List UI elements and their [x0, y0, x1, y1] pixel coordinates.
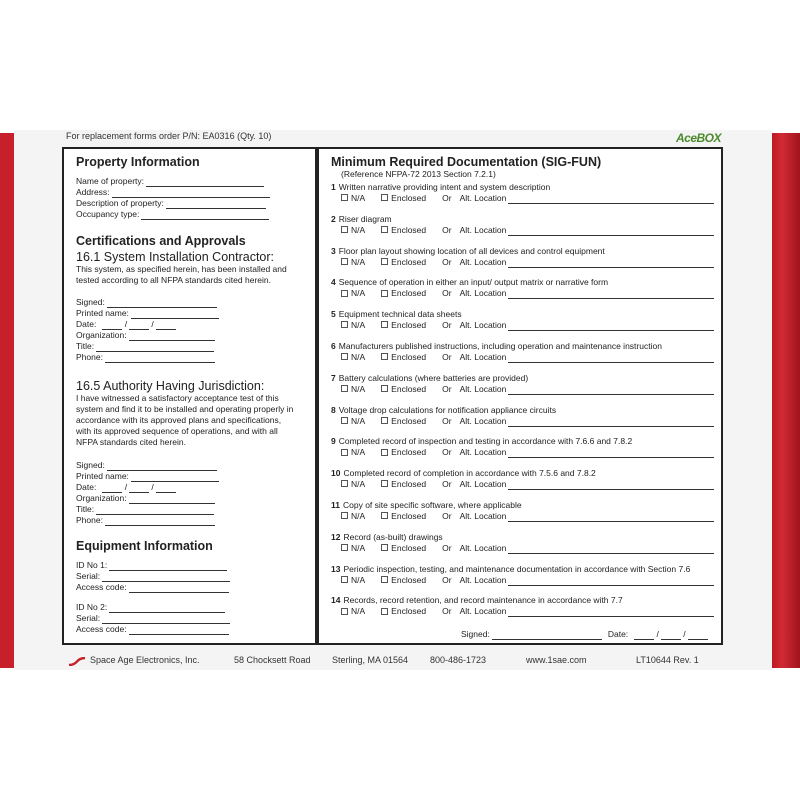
alt-location-label: Alt. Location	[459, 606, 507, 617]
footer-company: Space Age Electronics, Inc.	[90, 655, 200, 665]
acebox-logo: AceBOX	[676, 131, 722, 145]
doc-item-options	[331, 511, 719, 522]
doc-item-options	[331, 193, 719, 204]
na-checkbox[interactable]: N/A	[341, 511, 373, 522]
or-label: Or	[442, 288, 452, 299]
contractor-date[interactable]: Date: / /	[76, 319, 308, 330]
or-label: Or	[442, 542, 452, 553]
doc-item	[331, 532, 719, 554]
alt-location-label: Alt. Location	[459, 193, 507, 203]
doc-item-options	[331, 606, 719, 617]
enclosed-checkbox[interactable]: Enclosed	[381, 193, 434, 204]
doc-item-text: 13 Periodic inspection, testing, and maintenance documentation in accordance with Section 7.6	[331, 563, 691, 574]
doc-item	[331, 182, 719, 204]
contractor-signed[interactable]: Signed:	[76, 297, 308, 308]
doc-item-options	[331, 575, 719, 586]
certifications-title: Certifications and Approvals	[76, 234, 246, 248]
ahj-organization[interactable]: Organization:	[76, 493, 308, 504]
checkbox-icon	[381, 258, 388, 265]
na-checkbox[interactable]: N/A	[341, 575, 373, 586]
doc-item-options	[331, 288, 719, 299]
checkbox-icon	[381, 353, 388, 360]
or-label: Or	[442, 383, 452, 394]
checkbox-icon	[341, 353, 348, 360]
contractor-title[interactable]: Title:	[76, 341, 308, 352]
doc-item-text: 10 Completed record of completion in accordance with 7.5.6 and 7.8.2	[331, 468, 596, 479]
doc-item-text: 6 Manufacturers published instructions, including operation and maintenance instruction	[331, 341, 662, 351]
equipment-access1[interactable]: Access code:	[76, 582, 308, 593]
alt-location-field[interactable]	[508, 481, 714, 490]
doc-item-text: 5 Equipment technical data sheets	[331, 309, 462, 320]
alt-location-label: Alt. Location	[459, 352, 507, 362]
alt-location-field[interactable]	[508, 577, 714, 586]
field-address[interactable]: Address:	[76, 187, 308, 198]
or-label: Or	[442, 256, 452, 267]
alt-location-label: Alt. Location	[459, 383, 507, 394]
na-checkbox[interactable]: N/A	[341, 257, 373, 268]
alt-location-field[interactable]	[508, 418, 714, 427]
alt-location-field[interactable]	[508, 386, 714, 395]
checkbox-icon	[341, 417, 348, 424]
or-label: Or	[442, 193, 452, 203]
enclosed-checkbox[interactable]: Enclosed	[381, 479, 434, 490]
enclosed-checkbox[interactable]: Enclosed	[381, 320, 434, 331]
alt-location-label: Alt. Location	[459, 511, 507, 521]
or-label: Or	[442, 574, 452, 585]
red-binder-right	[770, 133, 800, 668]
doc-item-text: 11 Copy of site specific software, where applicable	[331, 500, 522, 510]
alt-location-field[interactable]	[508, 608, 714, 617]
checkbox-icon	[381, 512, 388, 519]
or-label: Or	[442, 352, 452, 362]
alt-location-label: Alt. Location	[459, 256, 507, 267]
na-checkbox[interactable]: N/A	[341, 193, 373, 204]
alt-location-label: Alt. Location	[459, 574, 507, 585]
alt-location-label: Alt. Location	[459, 542, 507, 553]
doc-item-options	[331, 543, 719, 554]
checkbox-icon	[341, 321, 348, 328]
field-description[interactable]: Description of property:	[76, 198, 308, 209]
doc-item-text: 4 Sequence of operation in either an input/ output matrix or narrative form	[331, 277, 609, 288]
checkbox-icon	[341, 449, 348, 456]
enclosed-checkbox[interactable]: Enclosed	[381, 606, 434, 617]
doc-item	[331, 595, 719, 617]
enclosed-checkbox[interactable]: Enclosed	[381, 575, 434, 586]
alt-location-field[interactable]	[508, 354, 714, 363]
documentation-title: Minimum Required Documentation (SIG-FUN)	[331, 155, 602, 169]
na-checkbox[interactable]: N/A	[341, 352, 373, 363]
doc-item-text: 7 Battery calculations (where batteries are provided)	[331, 372, 529, 383]
alt-location-field[interactable]	[508, 195, 714, 204]
property-title: Property Information	[76, 155, 200, 169]
or-label: Or	[442, 511, 452, 521]
alt-location-label: Alt. Location	[459, 320, 507, 331]
enclosed-checkbox[interactable]: Enclosed	[381, 416, 434, 427]
or-label: Or	[442, 224, 452, 235]
doc-item-options	[331, 416, 719, 427]
doc-item-text: 12 Record (as-built) drawings	[331, 531, 443, 542]
alt-location-field[interactable]	[508, 290, 714, 299]
doc-item	[331, 436, 719, 458]
na-checkbox[interactable]: N/A	[341, 606, 373, 617]
alt-location-field[interactable]	[508, 227, 714, 236]
alt-location-label: Alt. Location	[459, 479, 507, 490]
checkbox-icon	[341, 512, 348, 519]
doc-item	[331, 373, 719, 395]
or-label: Or	[442, 320, 452, 331]
checkbox-icon	[381, 449, 388, 456]
doc-item	[331, 246, 719, 268]
doc-item-options	[331, 320, 719, 331]
na-checkbox[interactable]: N/A	[341, 543, 373, 554]
equipment-serial1[interactable]: Serial:	[76, 571, 308, 582]
na-checkbox[interactable]: N/A	[341, 225, 373, 236]
footer-address: 58 Chocksett Road	[234, 655, 311, 665]
doc-item	[331, 500, 719, 522]
column-divider	[315, 147, 319, 645]
checkbox-icon	[381, 385, 388, 392]
alt-location-field[interactable]	[508, 322, 714, 331]
equipment-id2[interactable]: ID No 2:	[76, 602, 308, 613]
space-age-logo-icon	[68, 657, 86, 666]
enclosed-checkbox[interactable]: Enclosed	[381, 384, 434, 395]
doc-item	[331, 214, 719, 236]
or-label: Or	[442, 606, 452, 617]
documentation-reference: (Reference NFPA-72 2013 Section 7.2.1)	[341, 169, 496, 179]
checkbox-icon	[381, 480, 388, 487]
ahj-title[interactable]: Title:	[76, 504, 308, 515]
checkbox-icon	[341, 385, 348, 392]
checkbox-icon	[381, 194, 388, 201]
equipment-id1[interactable]: ID No 1:	[76, 560, 308, 571]
alt-location-field[interactable]	[508, 449, 714, 458]
checkbox-icon	[381, 608, 388, 615]
doc-item	[331, 309, 719, 331]
footer-web: www.1sae.com	[526, 655, 587, 665]
right-column	[331, 155, 719, 639]
alt-location-label: Alt. Location	[459, 447, 507, 458]
alt-location-field[interactable]	[508, 259, 714, 268]
doc-item-text: 8 Voltage drop calculations for notification appliance circuits	[331, 404, 557, 415]
checkbox-icon	[381, 290, 388, 297]
enclosed-checkbox[interactable]: Enclosed	[381, 543, 434, 554]
na-checkbox[interactable]: N/A	[341, 320, 373, 331]
ahj-signed[interactable]: Signed:	[76, 460, 308, 471]
enclosed-checkbox[interactable]: Enclosed	[381, 511, 434, 522]
checkbox-icon	[341, 608, 348, 615]
enclosed-checkbox[interactable]: Enclosed	[381, 225, 434, 236]
na-checkbox[interactable]: N/A	[341, 447, 373, 458]
doc-item-options	[331, 257, 719, 268]
checkbox-icon	[341, 226, 348, 233]
doc-item-options	[331, 384, 719, 395]
doc-item-options	[331, 479, 719, 490]
footer-phone: 800-486-1723	[430, 655, 487, 665]
na-checkbox[interactable]: N/A	[341, 479, 373, 490]
or-label: Or	[442, 447, 452, 458]
checkbox-icon	[381, 544, 388, 551]
alt-location-label: Alt. Location	[459, 415, 507, 426]
replacement-note: For replacement forms order P/N: EA0316 (Qty. 10)	[66, 131, 272, 141]
red-binder-left	[0, 133, 14, 668]
section-16-1-text: This system, as specified herein, has been installed and tested according to all NFPA standards cited herein.	[76, 264, 287, 285]
footer-city: Sterling, MA 01564	[332, 655, 409, 665]
checkbox-icon	[381, 226, 388, 233]
checkbox-icon	[381, 417, 388, 424]
contractor-printed-name[interactable]: Printed name:	[76, 308, 308, 319]
checkbox-icon	[341, 576, 348, 583]
doc-item	[331, 468, 719, 490]
checkbox-icon	[341, 544, 348, 551]
doc-item	[331, 405, 719, 427]
checkbox-icon	[381, 576, 388, 583]
equipment-title: Equipment Information	[76, 539, 213, 553]
or-label: Or	[442, 479, 452, 490]
ahj-phone[interactable]: Phone:	[76, 515, 308, 526]
alt-location-label: Alt. Location	[459, 224, 507, 235]
field-occupancy[interactable]: Occupancy type:	[76, 209, 308, 220]
enclosed-checkbox[interactable]: Enclosed	[381, 352, 434, 363]
na-checkbox[interactable]: N/A	[341, 288, 373, 299]
field-name-of-property[interactable]: Name of property:	[76, 176, 308, 187]
doc-item-text: 2 Riser diagram	[331, 213, 392, 224]
or-label: Or	[442, 415, 452, 426]
footer-form-number: LT10644 Rev. 1	[636, 655, 699, 665]
doc-item-text: 14 Records, record retention, and record maintenance in accordance with 7.7	[331, 595, 623, 606]
na-checkbox[interactable]: N/A	[341, 416, 373, 427]
contractor-organization[interactable]: Organization:	[76, 330, 308, 341]
equipment-serial2[interactable]: Serial:	[76, 613, 308, 624]
doc-item-options	[331, 447, 719, 458]
documentation-signature[interactable]: Signed: Date: / /	[461, 629, 717, 640]
alt-location-label: Alt. Location	[459, 288, 507, 299]
enclosed-checkbox[interactable]: Enclosed	[381, 288, 434, 299]
enclosed-checkbox[interactable]: Enclosed	[381, 257, 434, 268]
ahj-date[interactable]: Date: / /	[76, 482, 308, 493]
checkbox-icon	[341, 258, 348, 265]
equipment-access2[interactable]: Access code:	[76, 624, 308, 635]
alt-location-field[interactable]	[508, 545, 714, 554]
doc-item-text: 3 Floor plan layout showing location of all devices and control equipment	[331, 245, 605, 256]
doc-item-text: 9 Completed record of inspection and testing in accordance with 7.6.6 and 7.8.2	[331, 436, 633, 447]
contractor-phone[interactable]: Phone:	[76, 352, 308, 363]
doc-item-options	[331, 352, 719, 363]
doc-item	[331, 341, 719, 363]
ahj-printed-name[interactable]: Printed name:	[76, 471, 308, 482]
doc-item-text: 1 Written narrative providing intent and system description	[331, 182, 551, 192]
doc-item	[331, 564, 719, 586]
doc-item-options	[331, 225, 719, 236]
enclosed-checkbox[interactable]: Enclosed	[381, 447, 434, 458]
checkbox-icon	[381, 321, 388, 328]
doc-item	[331, 277, 719, 299]
na-checkbox[interactable]: N/A	[341, 384, 373, 395]
alt-location-field[interactable]	[508, 513, 714, 522]
section-16-5-title: 16.5 Authority Having Jurisdiction:	[76, 379, 265, 393]
checkbox-icon	[341, 290, 348, 297]
checkbox-icon	[341, 194, 348, 201]
section-16-5-text: I have witnessed a satisfactory acceptance test of this system and find it to be installed and operating properly in accordance with its approved plans and specifications, with its approved sequence of operations, and with all NFPA standards cited herein.	[76, 393, 294, 447]
left-column	[76, 155, 308, 635]
section-16-1-title: 16.1 System Installation Contractor:	[76, 250, 275, 264]
checkbox-icon	[341, 480, 348, 487]
